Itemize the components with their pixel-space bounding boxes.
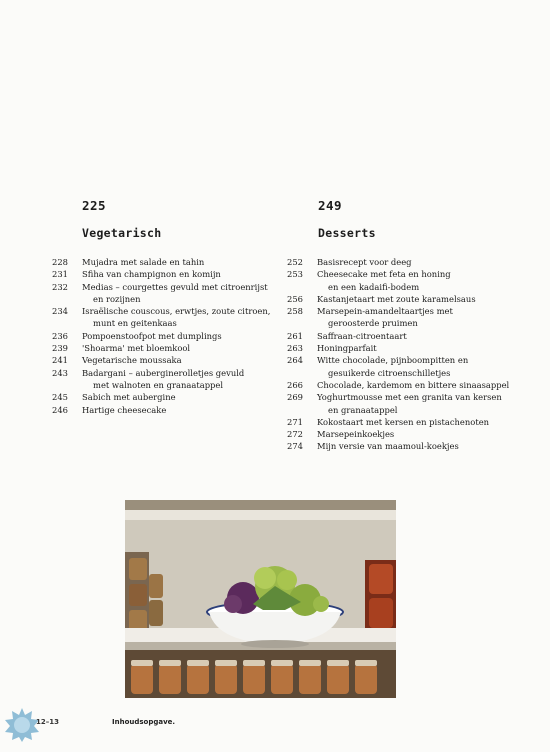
toc-entry-title: Israëlische couscous, erwtjes, zoute citroen,	[82, 306, 271, 317]
toc-entry-title: met walnoten en granaatappel	[93, 379, 224, 390]
toc-page-number	[52, 317, 82, 329]
toc-page-number: 234	[52, 306, 68, 317]
toc-entry-title: Cheesecake met feta en honing	[317, 269, 451, 280]
toc-page-number: 245	[52, 392, 68, 403]
toc-entry-title: Yoghurtmousse met een granita van kersen	[317, 392, 502, 403]
toc-page-number: 263	[287, 343, 303, 354]
toc-page-number: 269	[287, 392, 303, 403]
toc-page-number: 261	[287, 330, 303, 341]
toc-entry-title: en rozijnen	[93, 293, 141, 304]
toc-entry-title: Witte chocolade, pijnboompitten en	[317, 355, 469, 366]
toc-entry	[52, 367, 270, 379]
toc-entry	[52, 391, 270, 403]
toc-entry	[52, 330, 270, 342]
toc-entry	[52, 305, 270, 317]
toc-entry	[287, 256, 509, 268]
toc-entry-title: Mijn versie van maamoul-koekjes	[317, 441, 459, 452]
toc-entry-title: Mujadra met salade en tahin	[82, 257, 205, 267]
toc-entry	[287, 440, 509, 452]
toc-page-number: 271	[287, 416, 303, 427]
toc-list-desserts	[287, 256, 509, 453]
toc-entry-title: Marsepeinkoekjes	[317, 429, 395, 440]
toc-entry-title: en granaatappel	[328, 404, 398, 415]
toc-page-number: 241	[52, 355, 68, 366]
toc-page-number	[52, 379, 82, 391]
toc-entry-title: Kastanjetaart met zoute karamelsaus	[317, 293, 476, 304]
photo-cauliflower-bowl	[125, 500, 396, 698]
toc-page-number: 228	[52, 257, 68, 267]
toc-entry	[287, 379, 509, 391]
toc-page-number: 236	[52, 330, 68, 341]
toc-page-number	[287, 404, 317, 416]
toc-entry	[52, 379, 270, 391]
section-number-desserts: 249	[318, 198, 343, 213]
toc-page-number: 266	[287, 379, 303, 390]
toc-entry-title: Chocolade, kardemom en bittere sinaasappel	[317, 379, 510, 390]
toc-entry	[52, 268, 270, 280]
footer-title: Inhoudsopgave.	[112, 718, 176, 726]
toc-entry	[287, 354, 509, 366]
toc-entry-title: en een kadaifi-bodem	[328, 281, 420, 292]
toc-entry-title: Badargani – auberginerolletjes gevuld	[82, 367, 245, 378]
toc-entry-title: Pompoenstoofpot met dumplings	[82, 330, 222, 341]
toc-entry	[287, 367, 509, 379]
section-number-vegetarisch: 225	[82, 198, 107, 213]
toc-entry	[52, 293, 270, 305]
toc-entry-title: geroosterde pruimen	[328, 318, 418, 329]
toc-page-number: 231	[52, 269, 68, 280]
toc-entry	[52, 317, 270, 329]
toc-page-number: 274	[287, 441, 303, 452]
toc-entry	[52, 256, 270, 268]
toc-page-number: 253	[287, 269, 303, 280]
toc-entry	[287, 391, 509, 403]
toc-entry	[52, 354, 270, 366]
toc-entry-title: Medias – courgettes gevuld met citroenrijst	[82, 281, 268, 292]
toc-page-number: 239	[52, 343, 68, 354]
toc-entry-title: Hartige cheesecake	[82, 404, 167, 415]
toc-page-number: 232	[52, 281, 68, 292]
toc-entry	[287, 342, 509, 354]
toc-page-number: 243	[52, 367, 68, 378]
toc-entry-title: munt en geitenkaas	[93, 318, 177, 329]
toc-entry	[52, 281, 270, 293]
toc-entry	[287, 268, 509, 280]
toc-entry-title: Honingparfait	[317, 343, 377, 354]
toc-entry-title: Saffraan-citroentaart	[317, 330, 407, 341]
toc-page-number: 258	[287, 306, 303, 317]
toc-entry	[52, 404, 270, 416]
toc-entry	[287, 404, 509, 416]
section-title-vegetarisch: Vegetarisch	[82, 226, 162, 240]
toc-entry	[52, 342, 270, 354]
section-title-desserts: Desserts	[318, 226, 376, 240]
toc-entry	[287, 281, 509, 293]
toc-page-number: 272	[287, 429, 303, 440]
toc-entry-title: 'Shoarma' met bloemkool	[82, 343, 191, 354]
toc-page-number	[52, 293, 82, 305]
toc-entry-title: gesuikerde citroenschilletjes	[328, 367, 451, 378]
toc-entry	[287, 293, 509, 305]
footer-page-number: 12–13	[36, 718, 59, 726]
toc-entry-title: Kokostaart met kersen en pistachenoten	[317, 416, 490, 427]
toc-page-number: 246	[52, 404, 68, 415]
toc-entry-title: Marsepein-amandeltaartjes met	[317, 306, 453, 317]
toc-entry	[287, 305, 509, 317]
toc-entry-title: Sfiha van champignon en komijn	[82, 269, 221, 280]
toc-list-vegetarisch	[52, 256, 270, 416]
toc-entry-title: Vegetarische moussaka	[82, 355, 182, 366]
toc-page-number	[287, 317, 317, 329]
toc-page-number	[287, 367, 317, 379]
starburst-badge-icon	[4, 707, 40, 743]
toc-entry	[287, 317, 509, 329]
toc-entry-title: Basisrecept voor deeg	[317, 257, 412, 267]
toc-entry	[287, 416, 509, 428]
toc-page-number: 252	[287, 257, 303, 267]
toc-entry	[287, 330, 509, 342]
toc-entry	[287, 428, 509, 440]
toc-entry-title: Sabich met aubergine	[82, 392, 176, 403]
toc-page-number: 264	[287, 355, 303, 366]
toc-page-number	[287, 281, 317, 293]
toc-page-number: 256	[287, 293, 303, 304]
